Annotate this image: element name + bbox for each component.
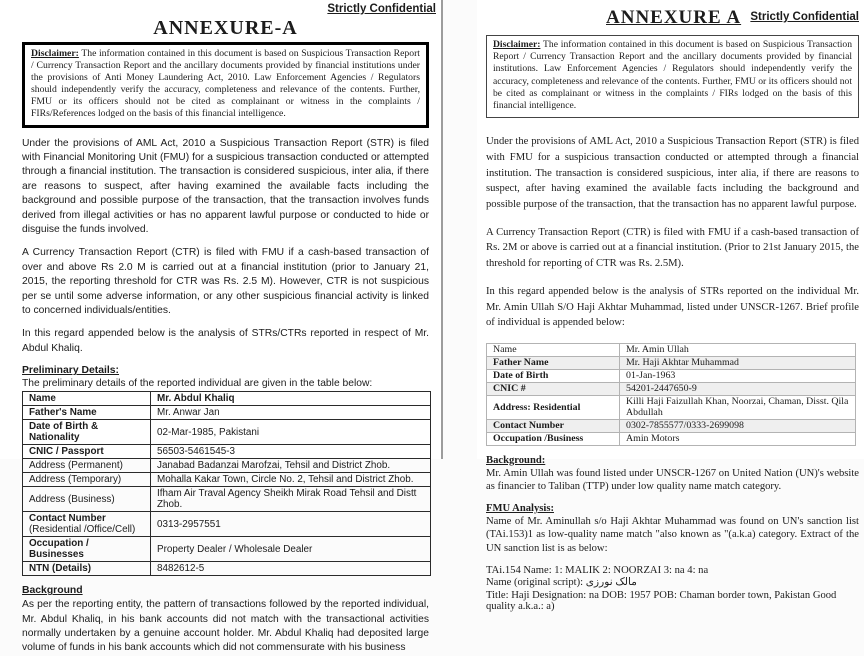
field-label: Address: Residential xyxy=(487,395,620,419)
table-row xyxy=(23,445,431,459)
table-row xyxy=(487,432,856,445)
field-label: Date of Birth & Nationality xyxy=(23,420,151,445)
field-label: CNIC # xyxy=(487,382,620,395)
profile-table xyxy=(486,343,856,446)
field-value: Mr. Haji Akhtar Muhammad xyxy=(620,356,856,369)
background-heading: Background xyxy=(22,585,83,597)
fmu-analysis-heading: FMU Analysis: xyxy=(486,502,554,514)
preliminary-details-table xyxy=(22,391,431,576)
fmu-analysis-text: Name of Mr. Aminullah s/o Haji Akhtar Muhammad was found on UN's sanction list (TAi.153)1 as low-quality name match "also known as "(a.k.a) category. Extract of the UN sanction list is as below: xyxy=(486,515,859,554)
table-row xyxy=(487,395,856,419)
disclaimer-box xyxy=(22,42,429,128)
disclaimer-label: Disclaimer: xyxy=(31,48,79,59)
field-value: 0302-7855577/0333-2699098 xyxy=(620,419,856,432)
field-value: 54201-2447650-9 xyxy=(620,382,856,395)
confidential-stamp: Strictly Confidential xyxy=(327,3,436,15)
paragraph-str-definition: Under the provisions of AML Act, 2010 a Suspicious Transaction Report (STR) is filed with FMU for a suspicious transaction conducted or attempted through a financial institution. The transaction is considered suspicious, inter alia, if there are reasons to suspect, after having examined the available facts including the background and possible purpose of the transaction, that the transaction has no apparent lawful purpose. xyxy=(486,136,859,211)
field-value: 56503-5461545-3 xyxy=(151,445,431,459)
preliminary-details-intro: The preliminary details of the reported individual are given in the table below: xyxy=(22,378,373,390)
table-row xyxy=(23,512,431,537)
field-label: Contact Number (Residential /Office/Cell) xyxy=(23,512,151,537)
field-label: Address (Permanent) xyxy=(23,459,151,473)
disclaimer-box xyxy=(486,35,859,118)
field-value: Mr. Amin Ullah xyxy=(620,343,856,356)
table-row xyxy=(23,537,431,562)
background-heading: Background: xyxy=(486,454,546,466)
paragraph-ctr-definition: A Currency Transaction Report (CTR) is filed with FMU if a cash-based transaction of over and above Rs 2.0 M is carried out at a financial institution (prior to January 21, 2015, the reporting threshold for CTR was Rs. 2.5 M). However, CTR is not suspicious per se until some adverse information, or any other suspicious financial activity is linked to concerned individuals/entities. xyxy=(22,247,429,317)
field-value: 0313-2957551 xyxy=(151,512,431,537)
field-value: Mr. Anwar Jan xyxy=(151,406,431,420)
paragraph-analysis-intro: In this regard appended below is the analysis of STRs reported on the individual Mr. Mr. Amin Ullah S/O Haji Akhtar Muhammad, listed under UNSCR-1267. Brief profile of individual is appended below: xyxy=(486,285,859,329)
field-value: 01-Jan-1963 xyxy=(620,369,856,382)
field-label: NTN (Details) xyxy=(23,562,151,576)
field-label: Date of Birth xyxy=(487,369,620,382)
disclaimer-text: The information contained in this document is based on Suspicious Transaction Report / Currency Transaction Report and the ancillary documents provided by financial institutions under the provisions of Anti Money Laundering Act, 2010. Law Enforcement Agencies / Regulators should independently verify the accuracy, completeness and relevance of the contents. Further, FMU or its officers should not be cited as complainant or witness in the complaints / FIRs/References lodged on the basis of this financial intelligence. xyxy=(31,48,420,120)
sanction-original-script-line: Name (original script): مالک نورزی xyxy=(486,577,637,589)
table-row xyxy=(23,562,431,576)
sanction-list-extract xyxy=(486,565,859,613)
sanction-title-line: Title: Haji Designation: na DOB: 1957 POB: Chaman border town, Pakistan Good quality a.k.a.: a) xyxy=(486,589,837,613)
field-label: Occupation / Businesses xyxy=(23,537,151,562)
field-value: Mr. Abdul Khaliq xyxy=(151,392,431,406)
field-label: Occupation /Business xyxy=(487,432,620,445)
sanction-entry-line: TAi.154 Name: 1: MALIK 2: NOORZAI 3: na 4: na xyxy=(486,564,709,576)
table-row xyxy=(23,487,431,512)
page-title: ANNEXURE-A xyxy=(153,17,298,39)
table-row xyxy=(487,356,856,369)
field-value: Amin Motors xyxy=(620,432,856,445)
field-value: 02-Mar-1985, Pakistani xyxy=(151,420,431,445)
table-row xyxy=(487,419,856,432)
field-label: Address (Business) xyxy=(23,487,151,512)
field-label: Father's Name xyxy=(23,406,151,420)
table-row xyxy=(23,392,431,406)
table-row xyxy=(23,473,431,487)
table-row xyxy=(23,406,431,420)
field-label: Address (Temporary) xyxy=(23,473,151,487)
paragraph-str-definition: Under the provisions of AML Act, 2010 a Suspicious Transaction Report (STR) is filed with Financial Monitoring Unit (FMU) for a suspicious transaction conducted or attempted through a financial institution. The transaction is considered suspicious, inter alia, if there are reasons to suspect, after having examined the available facts including the background and possible purpose of the transaction, that the transaction involves funds derived from illegal activities or has no apparent lawful purpose or conducted to hide or disguise the funds involved. xyxy=(22,137,429,235)
field-label: CNIC / Passport xyxy=(23,445,151,459)
page-title: ANNEXURE A xyxy=(606,7,742,28)
confidential-stamp: Strictly Confidential xyxy=(750,11,859,23)
field-label: Name xyxy=(23,392,151,406)
field-label: Name xyxy=(487,343,620,356)
field-value: Ifham Air Traval Agency Sheikh Mirak Road Tehsil and Distt Zhob. xyxy=(151,487,431,512)
table-row xyxy=(487,343,856,356)
right-page xyxy=(477,0,864,613)
preliminary-details-heading: Preliminary Details: xyxy=(22,365,120,377)
disclaimer-label: Disclaimer: xyxy=(493,39,541,50)
table-row xyxy=(487,369,856,382)
field-value: Killi Haji Faizullah Khan, Noorzai, Chaman, Disst. Qila Abdullah xyxy=(620,395,856,419)
paragraph-analysis-intro: In this regard appended below is the analysis of STRs/CTRs reported in respect of Mr. Abdul Khaliq. xyxy=(22,328,429,354)
background-text: Mr. Amin Ullah was found listed under UNSCR-1267 on United Nation (UN)'s website as financier to Taliban (TTP) under low quality name match category. xyxy=(486,467,859,493)
paragraph-ctr-definition: A Currency Transaction Report (CTR) is filed with FMU if a cash-based transaction of Rs. 2M or above is carried out at a financial institution. (Prior to 21st January 2015, the threshold for reporting of CTR was Rs. 2.5M). xyxy=(486,226,859,270)
field-value: Property Dealer / Wholesale Dealer xyxy=(151,537,431,562)
field-value: Janabad Badanzai Marofzai, Tehsil and District Zhob. xyxy=(151,459,431,473)
field-label: Contact Number xyxy=(487,419,620,432)
field-label: Father Name xyxy=(487,356,620,369)
field-value: 8482612-5 xyxy=(151,562,431,576)
disclaimer-text: The information contained in this document is based on Suspicious Transaction Report / Currency Transaction Report and the ancillary documents provided by financial institutions. Law Enforcement Agencies / Regulators should independently verify the accuracy, completeness and relevance of the contents. Further, FMU or its officers should not be cited as complainant or witness in the complaints / FIRs lodged on the basis of this financial intelligence. xyxy=(493,39,852,112)
table-row xyxy=(487,382,856,395)
table-row xyxy=(23,459,431,473)
field-value: Mohalla Kakar Town, Circle No. 2, Tehsil and District Zhob. xyxy=(151,473,431,487)
arabic-script-name: مالک نورزی xyxy=(585,577,637,589)
table-row xyxy=(23,420,431,445)
background-text: As per the reporting entity, the pattern of transactions followed by the reported individual, Mr. Abdul Khaliq, in his bank accounts did not match with the transactional activities normally undertaken by a genuine account holder. Mr. Abdul Khaliq had deposited large volume of funds in his bank accounts which did not commensurate with his business xyxy=(22,599,429,654)
page-header xyxy=(486,7,859,33)
